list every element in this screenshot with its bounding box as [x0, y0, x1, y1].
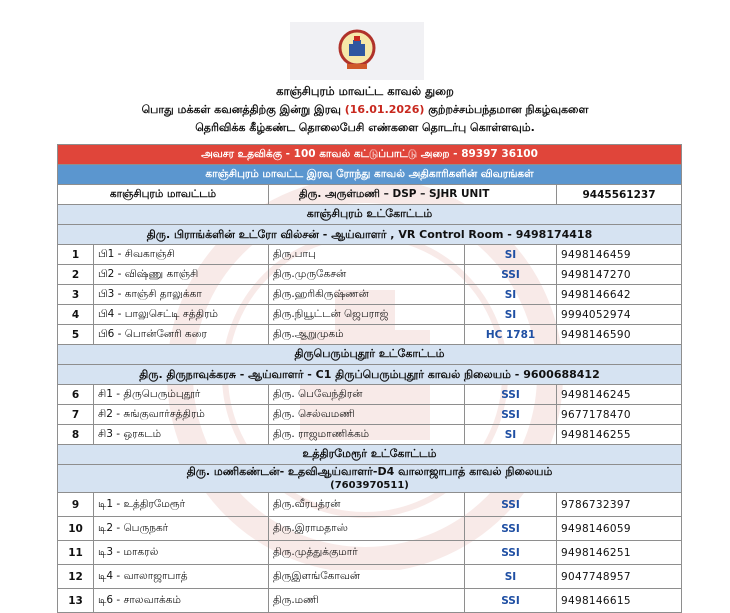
- table-row: [58, 245, 682, 265]
- police-emblem-icon: [337, 28, 377, 72]
- officer-name: திரு.முருகேசன்: [269, 265, 465, 285]
- station-name: சி3 - ஒரகடம்: [94, 425, 269, 445]
- officer-name: திரு. செல்வமணி: [269, 405, 465, 425]
- officer-rank: SI: [465, 245, 557, 265]
- notice-line-1: [0, 103, 730, 118]
- row-number: 13: [58, 589, 94, 613]
- officer-rank: SI: [465, 285, 557, 305]
- table-row: [58, 425, 682, 445]
- table-row: [58, 517, 682, 541]
- phone-number: 9498146059: [557, 517, 682, 541]
- section-title: காஞ்சிபுரம் உட்கோட்டம்: [58, 205, 682, 225]
- station-name: பி3 - காஞ்சி தாலுக்கா: [94, 285, 269, 305]
- table-row: [58, 385, 682, 405]
- notice-line-2: தெரிவிக்க கீழ்கண்ட தொலைபேசி எண்களை தொடர்பு கொள்ளவும்.: [195, 121, 535, 134]
- district-phone: 9445561237: [557, 185, 682, 205]
- officer-rank: SSI: [465, 405, 557, 425]
- station-name: பி4 - பாலுசெட்டி சத்திரம்: [94, 305, 269, 325]
- row-number: 7: [58, 405, 94, 425]
- station-name: பி1 - சிவகாஞ்சி: [94, 245, 269, 265]
- section-supervisor: [58, 465, 682, 493]
- table-row: [58, 541, 682, 565]
- officer-name: திரு.ஹரிகிருஷ்ணன்: [269, 285, 465, 305]
- row-number: 8: [58, 425, 94, 445]
- officer-name: திருஇளங்கோவன்: [269, 565, 465, 589]
- page-title: காஞ்சிபுரம் மாவட்ட காவல் துறை: [276, 84, 454, 98]
- phone-number: 9498146245: [557, 385, 682, 405]
- station-name: டி3 - மாகரல்: [94, 541, 269, 565]
- officer-rank: SSI: [465, 265, 557, 285]
- section-title-row: [58, 205, 682, 225]
- tamil-nadu-police-logo: [290, 22, 424, 80]
- officer-name: திரு. ராஜமாணிக்கம்: [269, 425, 465, 445]
- phone-number: 9047748957: [557, 565, 682, 589]
- officer-rank: SSI: [465, 517, 557, 541]
- district-label: காஞ்சிபுரம் மாவட்டம்: [58, 185, 269, 205]
- district-officer: திரு. அருள்மணி – DSP – SJHR UNIT: [269, 185, 557, 205]
- officer-name: திரு.முத்துக்குமார்: [269, 541, 465, 565]
- officer-name: திரு.ஆறுமுகம்: [269, 325, 465, 345]
- station-name: டி4 - வாலாஜாபாத்: [94, 565, 269, 589]
- officer-name: திரு.வீரபத்ரன்: [269, 493, 465, 517]
- table-row: [58, 589, 682, 613]
- row-number: 6: [58, 385, 94, 405]
- section-supervisor-row: [58, 365, 682, 385]
- station-name: சி2 - சுங்குவார்சத்திரம்: [94, 405, 269, 425]
- phone-number: 9498146642: [557, 285, 682, 305]
- row-number: 2: [58, 265, 94, 285]
- officer-rank: HC 1781: [465, 325, 557, 345]
- section-title-row: [58, 445, 682, 465]
- phone-number: 9498146615: [557, 589, 682, 613]
- row-number: 9: [58, 493, 94, 517]
- station-name: டி2 - பெருநகர்: [94, 517, 269, 541]
- row-number: 5: [58, 325, 94, 345]
- officer-name: திரு.மணி: [269, 589, 465, 613]
- station-name: டி6 - சாலவாக்கம்: [94, 589, 269, 613]
- row-number: 3: [58, 285, 94, 305]
- officer-rank: SI: [465, 305, 557, 325]
- row-number: 10: [58, 517, 94, 541]
- section-subtitle-phone: (7603970511): [330, 480, 409, 491]
- phone-number: 9498147270: [557, 265, 682, 285]
- table-row: [58, 325, 682, 345]
- section-title: திருபெரும்புதூர் உட்கோட்டம்: [58, 345, 682, 365]
- section-subtitle: திரு. திருநாவுக்கரசு - ஆய்வாளர் - C1 திருப்பெரும்புதூர் காவல் நிலையம் - 9600688412: [139, 368, 600, 381]
- officer-name: திரு.நியூட்டன் ஜெபராஜ்: [269, 305, 465, 325]
- row-number: 12: [58, 565, 94, 589]
- station-name: சி1 - திருபெரும்புதூர்: [94, 385, 269, 405]
- phone-number: 9498146459: [557, 245, 682, 265]
- table-row: [58, 265, 682, 285]
- notice-text-pre: பொது மக்கள் கவனத்திற்கு இன்று இரவு: [141, 103, 341, 116]
- phone-number: 9498146255: [557, 425, 682, 445]
- row-number: 1: [58, 245, 94, 265]
- phone-number: 9498146251: [557, 541, 682, 565]
- row-number: 11: [58, 541, 94, 565]
- section-supervisor: [58, 365, 682, 385]
- officer-rank: SSI: [465, 589, 557, 613]
- officer-name: திரு. பெவேந்திரன்: [269, 385, 465, 405]
- station-name: டி1 - உத்திரமேரூர்: [94, 493, 269, 517]
- officer-rank: SI: [465, 565, 557, 589]
- notice-text-post: குற்றச்சம்பந்தமான நிகழ்வுகளை: [428, 103, 589, 116]
- officer-rank: SI: [465, 425, 557, 445]
- station-name: பி2 - விஷ்ணு காஞ்சி: [94, 265, 269, 285]
- section-title-row: [58, 345, 682, 365]
- officer-rank: SSI: [465, 385, 557, 405]
- section-supervisor-row: [58, 225, 682, 245]
- phone-number: 9498146590: [557, 325, 682, 345]
- section-subtitle: திரு. மணிகண்டன்- உதவிஆய்வாளர்-D4 வாலாஜாபாத் காவல் நிலையம்: [186, 465, 553, 478]
- officer-name: திரு.இராமதாஸ்: [269, 517, 465, 541]
- officer-rank: SSI: [465, 541, 557, 565]
- notice-date: (16.01.2026): [344, 103, 425, 116]
- section-supervisor: [58, 225, 682, 245]
- officers-banner-row: [58, 165, 682, 185]
- emergency-banner-row: [58, 145, 682, 165]
- officers-banner: காஞ்சிபுரம் மாவட்ட இரவு ரோந்து காவல் அதிகாரிகளின் விவரங்கள்: [58, 165, 682, 185]
- district-officer-row: [58, 185, 682, 205]
- patrol-officers-table: [57, 144, 682, 613]
- phone-number: 9786732397: [557, 493, 682, 517]
- row-number: 4: [58, 305, 94, 325]
- table-row: [58, 305, 682, 325]
- phone-number: 9677178470: [557, 405, 682, 425]
- officer-name: திரு.பாபு: [269, 245, 465, 265]
- table-row: [58, 285, 682, 305]
- table-row: [58, 493, 682, 517]
- officer-rank: SSI: [465, 493, 557, 517]
- emergency-banner: அவசர உதவிக்கு - 100 காவல் கட்டுப்பாட்டு அறை - 89397 36100: [58, 145, 682, 165]
- section-supervisor-row: [58, 465, 682, 493]
- phone-number: 9994052974: [557, 305, 682, 325]
- station-name: பி6 - பொன்னேரி கரை: [94, 325, 269, 345]
- table-row: [58, 565, 682, 589]
- section-title: உத்திரமேரூர் உட்கோட்டம்: [58, 445, 682, 465]
- table-row: [58, 405, 682, 425]
- section-subtitle: திரு. பிராங்க்ளின் உட்ரோ வில்சன் - ஆய்வாளர் , VR Control Room - 9498174418: [146, 228, 593, 241]
